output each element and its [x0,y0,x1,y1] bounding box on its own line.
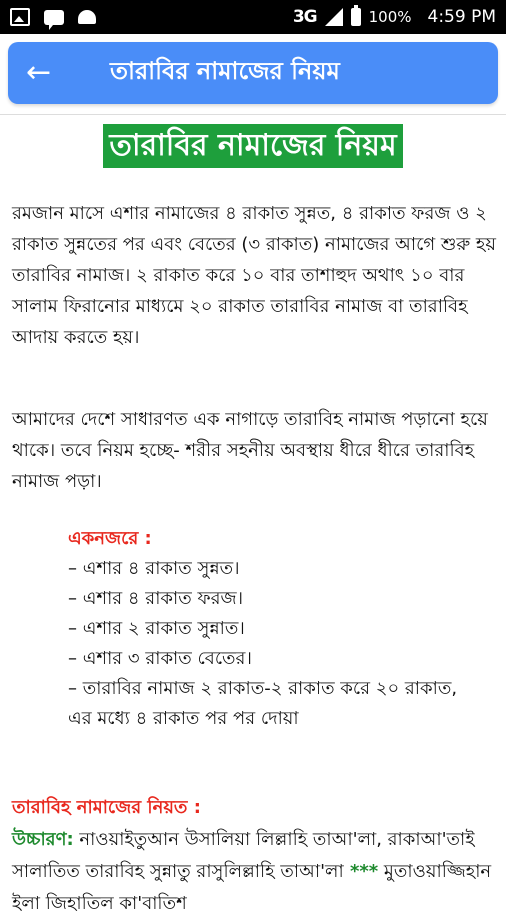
app-bar [8,42,498,104]
divider [0,114,506,115]
list-item: – এশার ৩ রাকাত বেতের। [68,648,252,669]
summary-block [68,524,468,734]
network-type: 3G [292,7,317,27]
pronunciation-continuation: মুতাওয়াজ্জিহান ইলা জিহাতিল কা'বাতিশ [12,861,492,914]
signal-icon [325,8,343,26]
status-bar [0,0,506,34]
paragraph-intro: রমজান মাসে এশার নামাজের ৪ রাকাত সুন্নত, ৪ রাকাত ফরজ ও ২ রাকাত সুন্নতের পর এবং বেতের (৩ রাকাত) নামাজের আগে শুরু হয় তারাবির নামাজ। ২ রাকাত করে ১০ বার তাশাহুদ অথাৎ ১০ বার সালাম ফিরানোর মাধ্যমে ২০ রাকাত তারাবির নামাজ বা তারাবিহ আদায় করতে হয়। [12,203,496,348]
article-heading: তারাবির নামাজের নিয়ম [103,124,402,168]
paragraph-method: আমাদের দেশে সাধারণত এক নাগাড়ে তারাবিহ নামাজ পড়ানো হয়ে থাকে। তবে নিয়ম হচ্ছে- শরীর সহনীয় অবস্থায় ধীরে ধীরে তারাবিহ নামাজ পড়া। [12,409,488,492]
status-left-icons [10,8,96,26]
status-time: 4:59 PM [427,7,496,27]
message-icon [44,10,64,25]
list-item: – এশার ৪ রাকাত সুন্নত। [68,558,240,579]
android-icon [78,10,96,24]
list-item: – এশার ৪ রাকাত ফরজ। [68,588,244,609]
status-right [293,7,496,27]
pronunciation [12,824,502,920]
app-title: তারাবির নামাজের নিয়ম [110,57,340,85]
battery-icon [351,8,361,26]
list-item: – এশার ২ রাকাত সুন্নাত। [68,618,245,639]
summary-list [68,554,468,734]
pronunciation-text: নাওয়াইতুআন উসালিয়া লিল্লাহি তাআ'লা, রাকাআ'তাই সালাতিত তারাবিহ সুন্নাতু রাসুলিল্লাহি তাআ'লা [12,829,475,882]
image-icon [10,8,30,26]
arrow-left-icon[interactable]: ← [26,55,52,90]
list-item: – তারাবির নামাজ ২ রাকাত-২ রাকাত করে ২০ রাকাত, এর মধ্যে ৪ রাকাত পর পর দোয়া [68,678,458,729]
pronunciation-label: উচ্চারণ: [12,829,74,850]
stars: *** [343,861,379,882]
niyot-block [12,792,502,920]
article-heading-wrap [0,124,506,168]
summary-title: একনজরে : [68,528,152,549]
battery-percent: 100% [368,8,412,26]
niyot-title: তারাবিহ নামাজের নিয়ত : [12,797,201,818]
